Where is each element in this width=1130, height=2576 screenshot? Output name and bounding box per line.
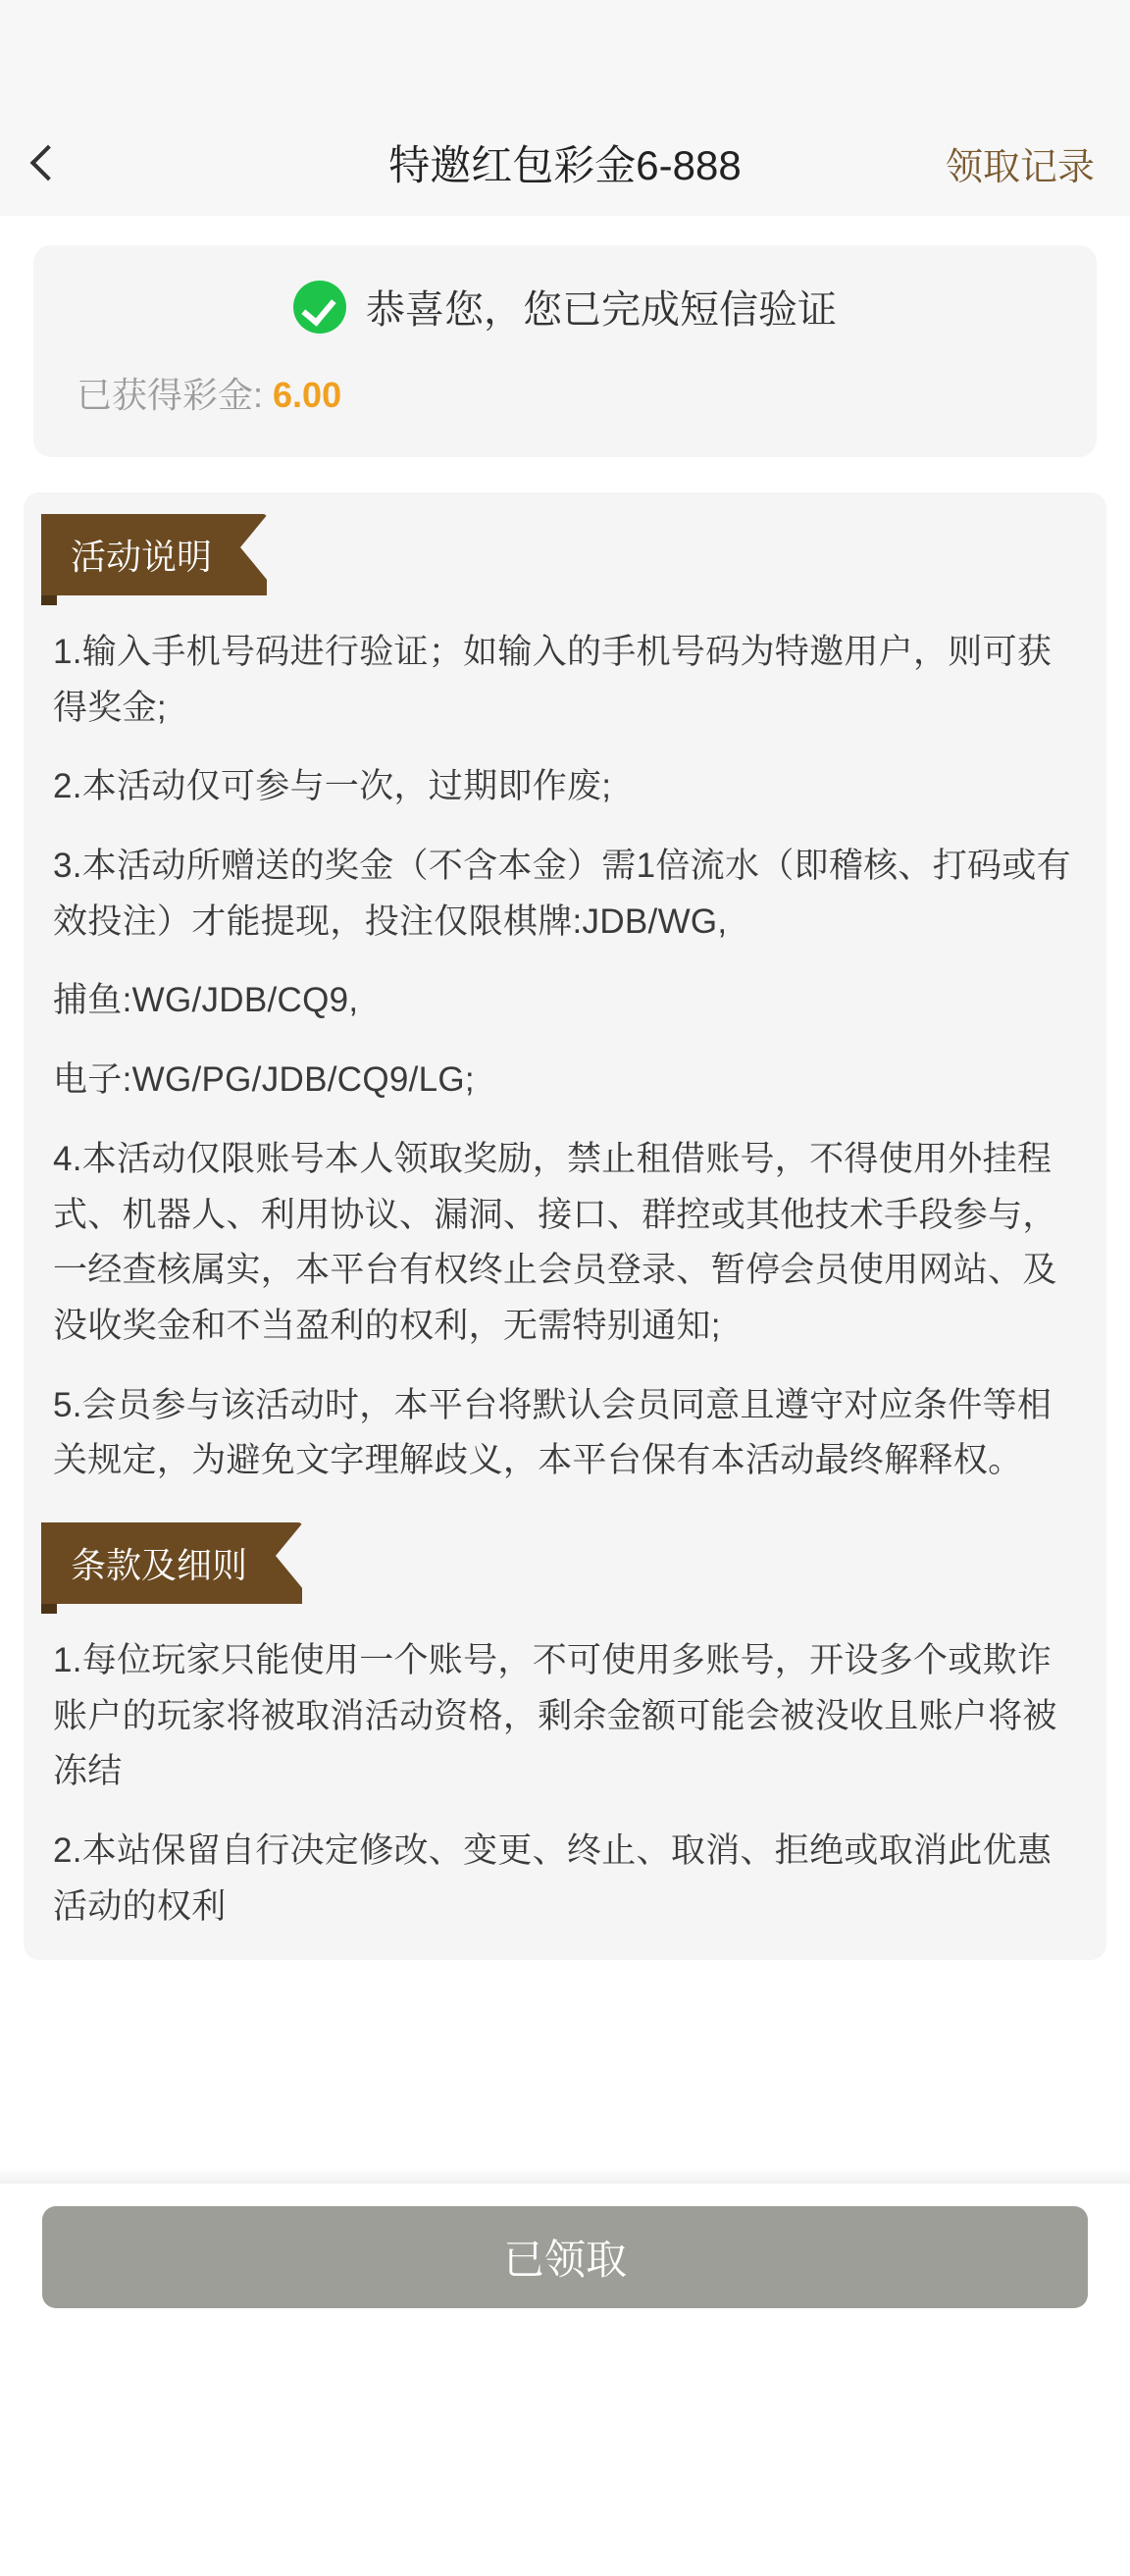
check-circle-icon: [293, 281, 346, 334]
verification-status-card: [33, 245, 1097, 457]
activity-rules-title: 活动说明: [41, 514, 267, 595]
ribbon-shadow: [41, 595, 57, 605]
activity-rule-item: 电子:WG/PG/JDB/CQ9/LG;: [53, 1060, 475, 1100]
activity-rule-item: 4.本活动仅限账号本人领取奖励，禁止租借账号，不得使用外挂程式、机器人、利用协议、漏洞、接口、群控或其他技术手段参与，一经查核属实，本平台有权终止会员登录、暂停会员使用网站、及没收奖金和不当盈利的权利，无需特别通知;: [53, 1139, 1057, 1345]
page-title: 特邀红包彩金6-888: [388, 142, 742, 188]
bonus-amount-value: 6.00: [273, 375, 342, 415]
terms-header: [24, 1489, 1106, 1610]
activity-rule-item: 5.会员参与该活动时，本平台将默认会员同意且遵守对应条件等相关规定，为避免文字理解歧义，本平台保有本活动最终解释权。: [53, 1385, 1053, 1480]
chevron-left-icon: [30, 145, 67, 181]
activity-rule-item: 1.输入手机号码进行验证；如输入的手机号码为特邀用户，则可获得奖金;: [53, 633, 1053, 727]
ribbon-shadow: [41, 1604, 57, 1614]
bonus-amount-label: 已获得彩金:: [77, 375, 264, 415]
claim-button[interactable]: 已领取: [42, 2206, 1088, 2308]
content-fade: [0, 2168, 1130, 2184]
bonus-amount-row: [77, 368, 1097, 418]
activity-rule-item: 2.本活动仅可参与一次，过期即作废;: [53, 767, 612, 806]
footer-bar: [0, 2184, 1130, 2331]
verification-status-row: [33, 279, 1097, 335]
activity-rules-panel: [24, 492, 1106, 1960]
claim-records-link[interactable]: 领取记录: [945, 146, 1095, 188]
terms-item: 1.每位玩家只能使用一个账号，不可使用多账号，开设多个或欺诈账户的玩家将被取消活动资格，剩余金额可能会被没收且账户将被冻结: [53, 1640, 1057, 1791]
terms-title: 条款及细则: [41, 1522, 302, 1604]
activity-rules-header: [24, 492, 1106, 601]
activity-rule-item: 3.本活动所赠送的奖金（不含本金）需1倍流水（即稽核、打码或有效投注）才能提现，投注仅限棋牌:JDB/WG,: [53, 847, 1071, 941]
activity-rule-item: 捕鱼:WG/JDB/CQ9,: [53, 981, 359, 1020]
verification-status-text: 恭喜您，您已完成短信验证: [366, 288, 837, 332]
back-button[interactable]: [35, 133, 94, 192]
page-header: [0, 110, 1130, 216]
terms-item: 2.本站保留自行决定修改、变更、终止、取消、拒绝或取消此优惠活动的权利: [53, 1831, 1053, 1926]
status-bar: [0, 0, 1130, 110]
